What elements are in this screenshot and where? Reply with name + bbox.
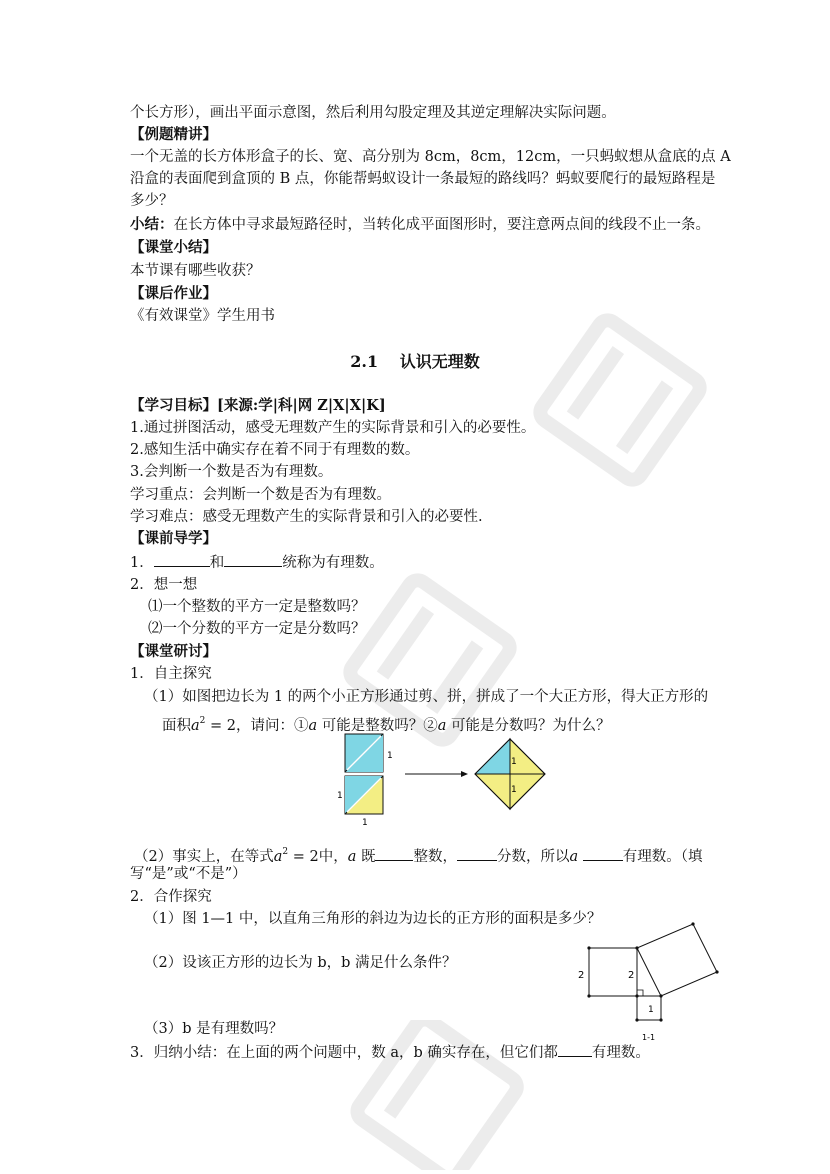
var-a: a	[273, 849, 283, 865]
text: 分数，所以	[496, 849, 570, 865]
research-2-q3: （3）b 是有理数吗？	[144, 1021, 284, 1037]
text: = 2	[288, 849, 319, 865]
var-a: a	[308, 718, 318, 734]
exponent: 2	[282, 847, 289, 857]
heading-preview: 【课前导学】	[130, 530, 217, 547]
section-title: 2.1 认识无理数	[350, 352, 480, 371]
text-line: 个长方形），画出平面示意图，然后利用勾股定理及其逆定理解决实际问题。	[130, 105, 616, 121]
caption: 1-1	[642, 1033, 656, 1042]
text: 可能是整数吗？②	[317, 718, 438, 734]
difficulty: 学习难点：感受无理数产生的实际背景和引入的必要性.	[130, 509, 483, 525]
answer-blank[interactable]	[154, 552, 210, 567]
label-small: 1	[648, 1005, 654, 1015]
text-line: 一个无盖的长方体形盒子的长、宽、高分别为 8cm，8cm，12cm，一只蚂蚁想从盒底的点 A	[130, 149, 731, 165]
answer-blank[interactable]	[457, 846, 497, 861]
summary-text: 在长方体中寻求最短路径时，当转化成平面图形时，要注意两点间的线段不止一条。	[173, 217, 710, 233]
var-a: a	[569, 849, 579, 865]
diamond-label-b: 1	[511, 785, 517, 795]
label-big: 2	[578, 970, 585, 981]
label-left: 1	[337, 791, 343, 801]
text-line: 《有效课堂》学生用书	[130, 308, 275, 324]
text-line: 本节课有哪些收获？	[130, 263, 261, 279]
preview-q2-sub: ⑴一个整数的平方一定是整数吗？	[148, 599, 366, 615]
summary-line	[130, 215, 710, 235]
text-line: 多少？	[130, 193, 174, 209]
text: 面积	[162, 718, 191, 734]
preview-q2-sub: ⑵一个分数的平方一定是分数吗？	[148, 621, 366, 637]
text: 有理数。	[591, 1045, 650, 1061]
var-a: a	[347, 849, 357, 865]
text: ，请问：①	[235, 718, 309, 734]
heading-example: 【例题精讲】	[130, 126, 217, 143]
q-number: 1．	[130, 555, 154, 571]
answer-blank[interactable]	[583, 846, 623, 861]
text: 可能是分数吗？为什么？	[446, 718, 611, 734]
heading-goals: 【学习目标】[来源:学|科|网 Z|X|X|K]	[130, 397, 386, 414]
var-a: a	[191, 718, 200, 734]
text: 中，	[318, 849, 348, 865]
var-a: a	[437, 718, 447, 734]
goal-item: 2.感知生活中确实存在着不同于有理数的数。	[130, 442, 420, 458]
hypotenuse-square	[637, 924, 717, 996]
research-2-q2: （2）设该正方形的边长为 b，b 满足什么条件？	[144, 955, 457, 971]
preview-q1	[130, 552, 384, 573]
research-2: 2．合作探究	[130, 889, 212, 905]
text: 和	[209, 555, 225, 571]
exponent: 2	[199, 716, 206, 726]
research-2-q1: （1）图 1—1 中，以直角三角形的斜边为边长的正方形的面积是多少？	[144, 911, 602, 927]
text: （2）事实上，在等式	[134, 849, 274, 865]
arrow-head	[461, 771, 468, 777]
research-1-q1: （1）如图把边长为 1 的两个小正方形通过剪、拼，拼成了一个大正方形，得大正方形的	[144, 689, 709, 705]
label-top: 1	[387, 751, 393, 761]
figure-square-cut	[335, 728, 565, 828]
watermark-shape	[520, 300, 720, 500]
answer-blank[interactable]	[224, 552, 282, 567]
research-3	[130, 1042, 650, 1063]
figure-pythagoras	[570, 908, 730, 1048]
heading-research: 【课堂研讨】	[130, 643, 217, 660]
research-1-q2-line2: 写“是”或“不是”）	[130, 866, 247, 882]
goal-item: 1.通过拼图活动，感受无理数产生的实际背景和引入的必要性。	[130, 420, 536, 436]
label-bottom: 1	[362, 818, 368, 828]
goal-item: 3.会判断一个数是否为有理数。	[130, 464, 333, 480]
preview-q2: 2．想一想	[130, 577, 198, 593]
text: 有理数。（填	[622, 849, 703, 865]
label-inner: 2	[628, 970, 635, 981]
answer-blank[interactable]	[558, 1042, 592, 1057]
text: 3．归纳小结：在上面的两个问题中，数 a，b 确实存在，但它们都	[130, 1045, 558, 1061]
answer-blank[interactable]	[375, 846, 413, 861]
text: = 2	[205, 718, 236, 734]
summary-label: 小结：	[130, 216, 174, 233]
text: 整数，	[413, 849, 457, 865]
text: 既	[356, 849, 376, 865]
heading-class-summary: 【课堂小结】	[130, 239, 217, 256]
text-line: 沿盒的表面爬到盒顶的 B 点，你能帮蚂蚁设计一条最短的路线吗？蚂蚁要爬行的最短路程是	[130, 171, 716, 187]
key-point: 学习重点：会判断一个数是否为有理数。	[130, 487, 391, 503]
heading-homework: 【课后作业】	[130, 285, 217, 302]
text: 统称为有理数。	[282, 555, 384, 571]
research-1: 1．自主探究	[130, 666, 212, 682]
diamond-label-a: 1	[511, 757, 517, 767]
